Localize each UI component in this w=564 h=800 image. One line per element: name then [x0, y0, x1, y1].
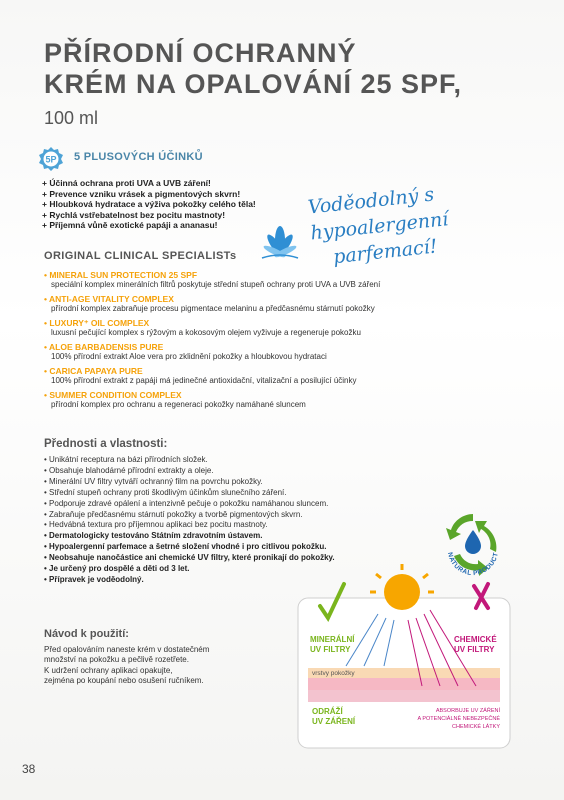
product-title: [44, 38, 462, 100]
skin-layer: [308, 678, 500, 690]
feature-text: Obsahuje blahodárné přírodní extrakty a oleje.: [49, 465, 214, 475]
mineral-label: UV FILTRY: [310, 645, 351, 654]
feature-text: Střední stupeň ochrany proti škodlivým účinkům slunečního záření.: [49, 487, 287, 497]
feature-item: • Obsahuje blahodárné přírodní extrakty a oleje.: [44, 465, 214, 475]
absorb-label: A POTENCIÁLNĚ NEBEZPEČNÉ: [417, 716, 500, 722]
usage-line: množství na pokožku a pečlivě rozetřete.: [44, 655, 189, 665]
title-line-1: PŘÍRODNÍ OCHRANNÝ: [44, 38, 357, 68]
feature-text: Dermatologicky testováno Státním zdravotním ústavem.: [49, 531, 263, 541]
complex-name: ALOE BARBADENSIS PURE: [49, 342, 164, 352]
complex-name: SUMMER CONDITION COMPLEX: [49, 390, 182, 400]
feature-item: • Neobsahuje nanočástice ani chemické UV filtry, které pronikají do pokožky.: [44, 553, 335, 563]
uv-filters-diagram: [290, 562, 516, 754]
feature-item: • Přípravek je voděodolný.: [44, 574, 144, 584]
feature-text: Přípravek je voděodolný.: [49, 574, 144, 584]
feature-item: • Minerální UV filtry vytváří ochranný film na povrchu pokožky.: [44, 476, 263, 486]
clinical-complexes-list: [44, 270, 514, 414]
title-line-2: KRÉM NA OPALOVÁNÍ 25 SPF,: [44, 69, 463, 99]
complex-description: přírodní komplex zabraňuje procesu pigmentace melaninu a předčasnému stárnutí pokožky: [51, 304, 375, 313]
feature-item: • Střední stupeň ochrany proti škodlivým účinkům slunečního záření.: [44, 487, 287, 497]
slogan-line-2: parfemací!: [332, 235, 439, 269]
usage-line: Před opalováním naneste krém v dostatečném: [44, 645, 210, 654]
usage-heading: Návod k použití:: [44, 628, 129, 640]
complex-item: • LUXURY⁺ OIL COMPLEX luxusní pečující komplex s rýžovým a kokosovým olejem vyživuje a regeneruje pokožku: [44, 318, 514, 338]
feature-item: • Je určený pro dospělé a děti od 3 let.: [44, 564, 190, 574]
feature-text: Unikátní receptura na bázi přírodních složek.: [49, 455, 208, 464]
skin-layer: [308, 690, 500, 702]
usage-line: K udržení ochrany aplikaci opakujte,: [44, 665, 173, 675]
absorb-label: ABSORBUJE UV ZÁŘENÍ: [435, 708, 500, 714]
chemical-label: UV FILTRY: [454, 645, 495, 654]
benefits-heading: 5 PLUSOVÝCH ÚČINKŮ: [74, 151, 203, 163]
feature-item: • Dermatologicky testováno Státním zdravotním ústavem.: [44, 531, 263, 541]
benefit-item: + Účinná ochrana proti UVA a UVB záření!: [42, 178, 211, 188]
complex-item: • MINERAL SUN PROTECTION 25 SPF speciální komplex minerálních filtrů poskytuje střední stupeň ochrany proti UVA a UVB záření: [44, 270, 514, 290]
feature-text: Minerální UV filtry vytváří ochranný film na povrchu pokožky.: [49, 476, 263, 486]
feature-text: Neobsahuje nanočástice ani chemické UV filtry, které pronikají do pokožky.: [49, 553, 335, 563]
complex-item: • CARICA PAPAYA PURE 100% přírodní extrakt z papáji má jedinečné antioxidační, vitalizační a posilující účinky: [44, 366, 514, 386]
natural-product-text: NATURAL PRODUCT: [446, 551, 500, 578]
five-plus-badge-icon: [38, 146, 64, 172]
feature-item: • Zabraňuje předčasnému stárnutí pokožky a tvorbě pigmentových skvrn.: [44, 509, 303, 519]
feature-text: Zabraňuje předčasnému stárnutí pokožky a tvorbě pigmentových skvrn.: [49, 509, 303, 519]
product-volume: 100 ml: [44, 108, 99, 128]
complex-item: • SUMMER CONDITION COMPLEX přírodní komplex pro ochranu a regeneraci pokožky namáhané sluncem: [44, 390, 514, 410]
slogan-line-1: Voděodolný s hypoalergenní: [306, 183, 450, 245]
complex-description: přírodní komplex pro ochranu a regeneraci pokožky namáhané sluncem: [51, 400, 306, 409]
complex-name: MINERAL SUN PROTECTION 25 SPF: [49, 270, 198, 280]
lotus-icon: [252, 222, 308, 262]
benefit-item: + Rychlá vstřebatelnost bez pocitu mastnoty!: [42, 209, 226, 220]
feature-item: • Hedvábná textura pro příjemnou aplikaci bez pocitu mastnoty.: [44, 520, 268, 530]
complex-description: 100% přírodní extrakt z papáji má jedinečné antioxidační, vitalizační a posilující účinky: [51, 376, 357, 385]
usage-line: zejména po koupání nebo osušení ručníkem.: [44, 676, 204, 686]
absorb-label: CHEMICKÉ LÁTKY: [452, 724, 500, 730]
benefit-item: + Příjemná vůně exotické papáji a ananasu!: [42, 220, 218, 230]
complex-item: • ANTI-AGE VITALITY COMPLEX přírodní komplex zabraňuje procesu pigmentace melaninu a předčasnému stárnutí pokožky: [44, 294, 514, 314]
complex-description: speciální komplex minerálních filtrů poskytuje střední stupeň ochrany proti UVA a UVB záření: [51, 280, 381, 289]
badge-text: 5P: [45, 154, 57, 165]
complex-description: 100% přírodní extrakt Aloe vera pro zklidnění pokožky a hloubkovou hydrataci: [51, 352, 327, 361]
feature-text: Hedvábná textura pro příjemnou aplikaci bez pocitu mastnoty.: [49, 520, 268, 530]
benefit-item: + Hloubková hydratace a výživa pokožky celého těla!: [42, 199, 256, 209]
feature-item: • Unikátní receptura na bázi přírodních složek.: [44, 455, 208, 464]
reflect-label: ODRÁŽÍ: [312, 707, 343, 716]
skin-layers-label: vrstvy pokožky: [312, 670, 355, 677]
chemical-label: CHEMICKÉ: [454, 635, 497, 644]
slogan: [307, 170, 554, 273]
feature-item: • Podporuje zdravé opálení a intenzivně pečuje o pokožku namáhanou sluncem.: [44, 498, 329, 508]
complex-description: luxusní pečující komplex s rýžovým a kokosovým olejem vyživuje a regeneruje pokožku: [51, 328, 361, 337]
feature-text: Je určený pro dospělé a děti od 3 let.: [49, 564, 190, 574]
clinical-specialists-heading: ORIGINAL CLINICAL SPECIALISTs: [44, 250, 237, 262]
feature-text: Hypoalergenní parfemace a šetrné složení vhodné i pro citlivou pokožku.: [49, 542, 327, 552]
complex-item: • ALOE BARBADENSIS PURE 100% přírodní extrakt Aloe vera pro zklidnění pokožky a hloubkovou hydrataci: [44, 342, 514, 362]
feature-text: Podporuje zdravé opálení a intenzivně pečuje o pokožku namáhanou sluncem.: [49, 498, 329, 508]
complex-name: CARICA PAPAYA PURE: [49, 366, 143, 376]
complex-name: ANTI-AGE VITALITY COMPLEX: [49, 294, 174, 304]
feature-item: • Hypoalergenní parfemace a šetrné složení vhodné i pro citlivou pokožku.: [44, 542, 327, 552]
mineral-label: MINERÁLNÍ: [310, 635, 355, 644]
usage-text: [44, 645, 254, 687]
complex-name: LUXURY⁺ OIL COMPLEX: [49, 318, 150, 328]
benefit-item: + Prevence vzniku vrásek a pigmentových skvrn!: [42, 188, 241, 199]
reflect-label: UV ZÁŘENÍ: [312, 717, 356, 726]
page-number: 38: [22, 762, 36, 776]
benefits-list: [42, 178, 256, 231]
features-heading: Přednosti a vlastnosti:: [44, 438, 168, 450]
